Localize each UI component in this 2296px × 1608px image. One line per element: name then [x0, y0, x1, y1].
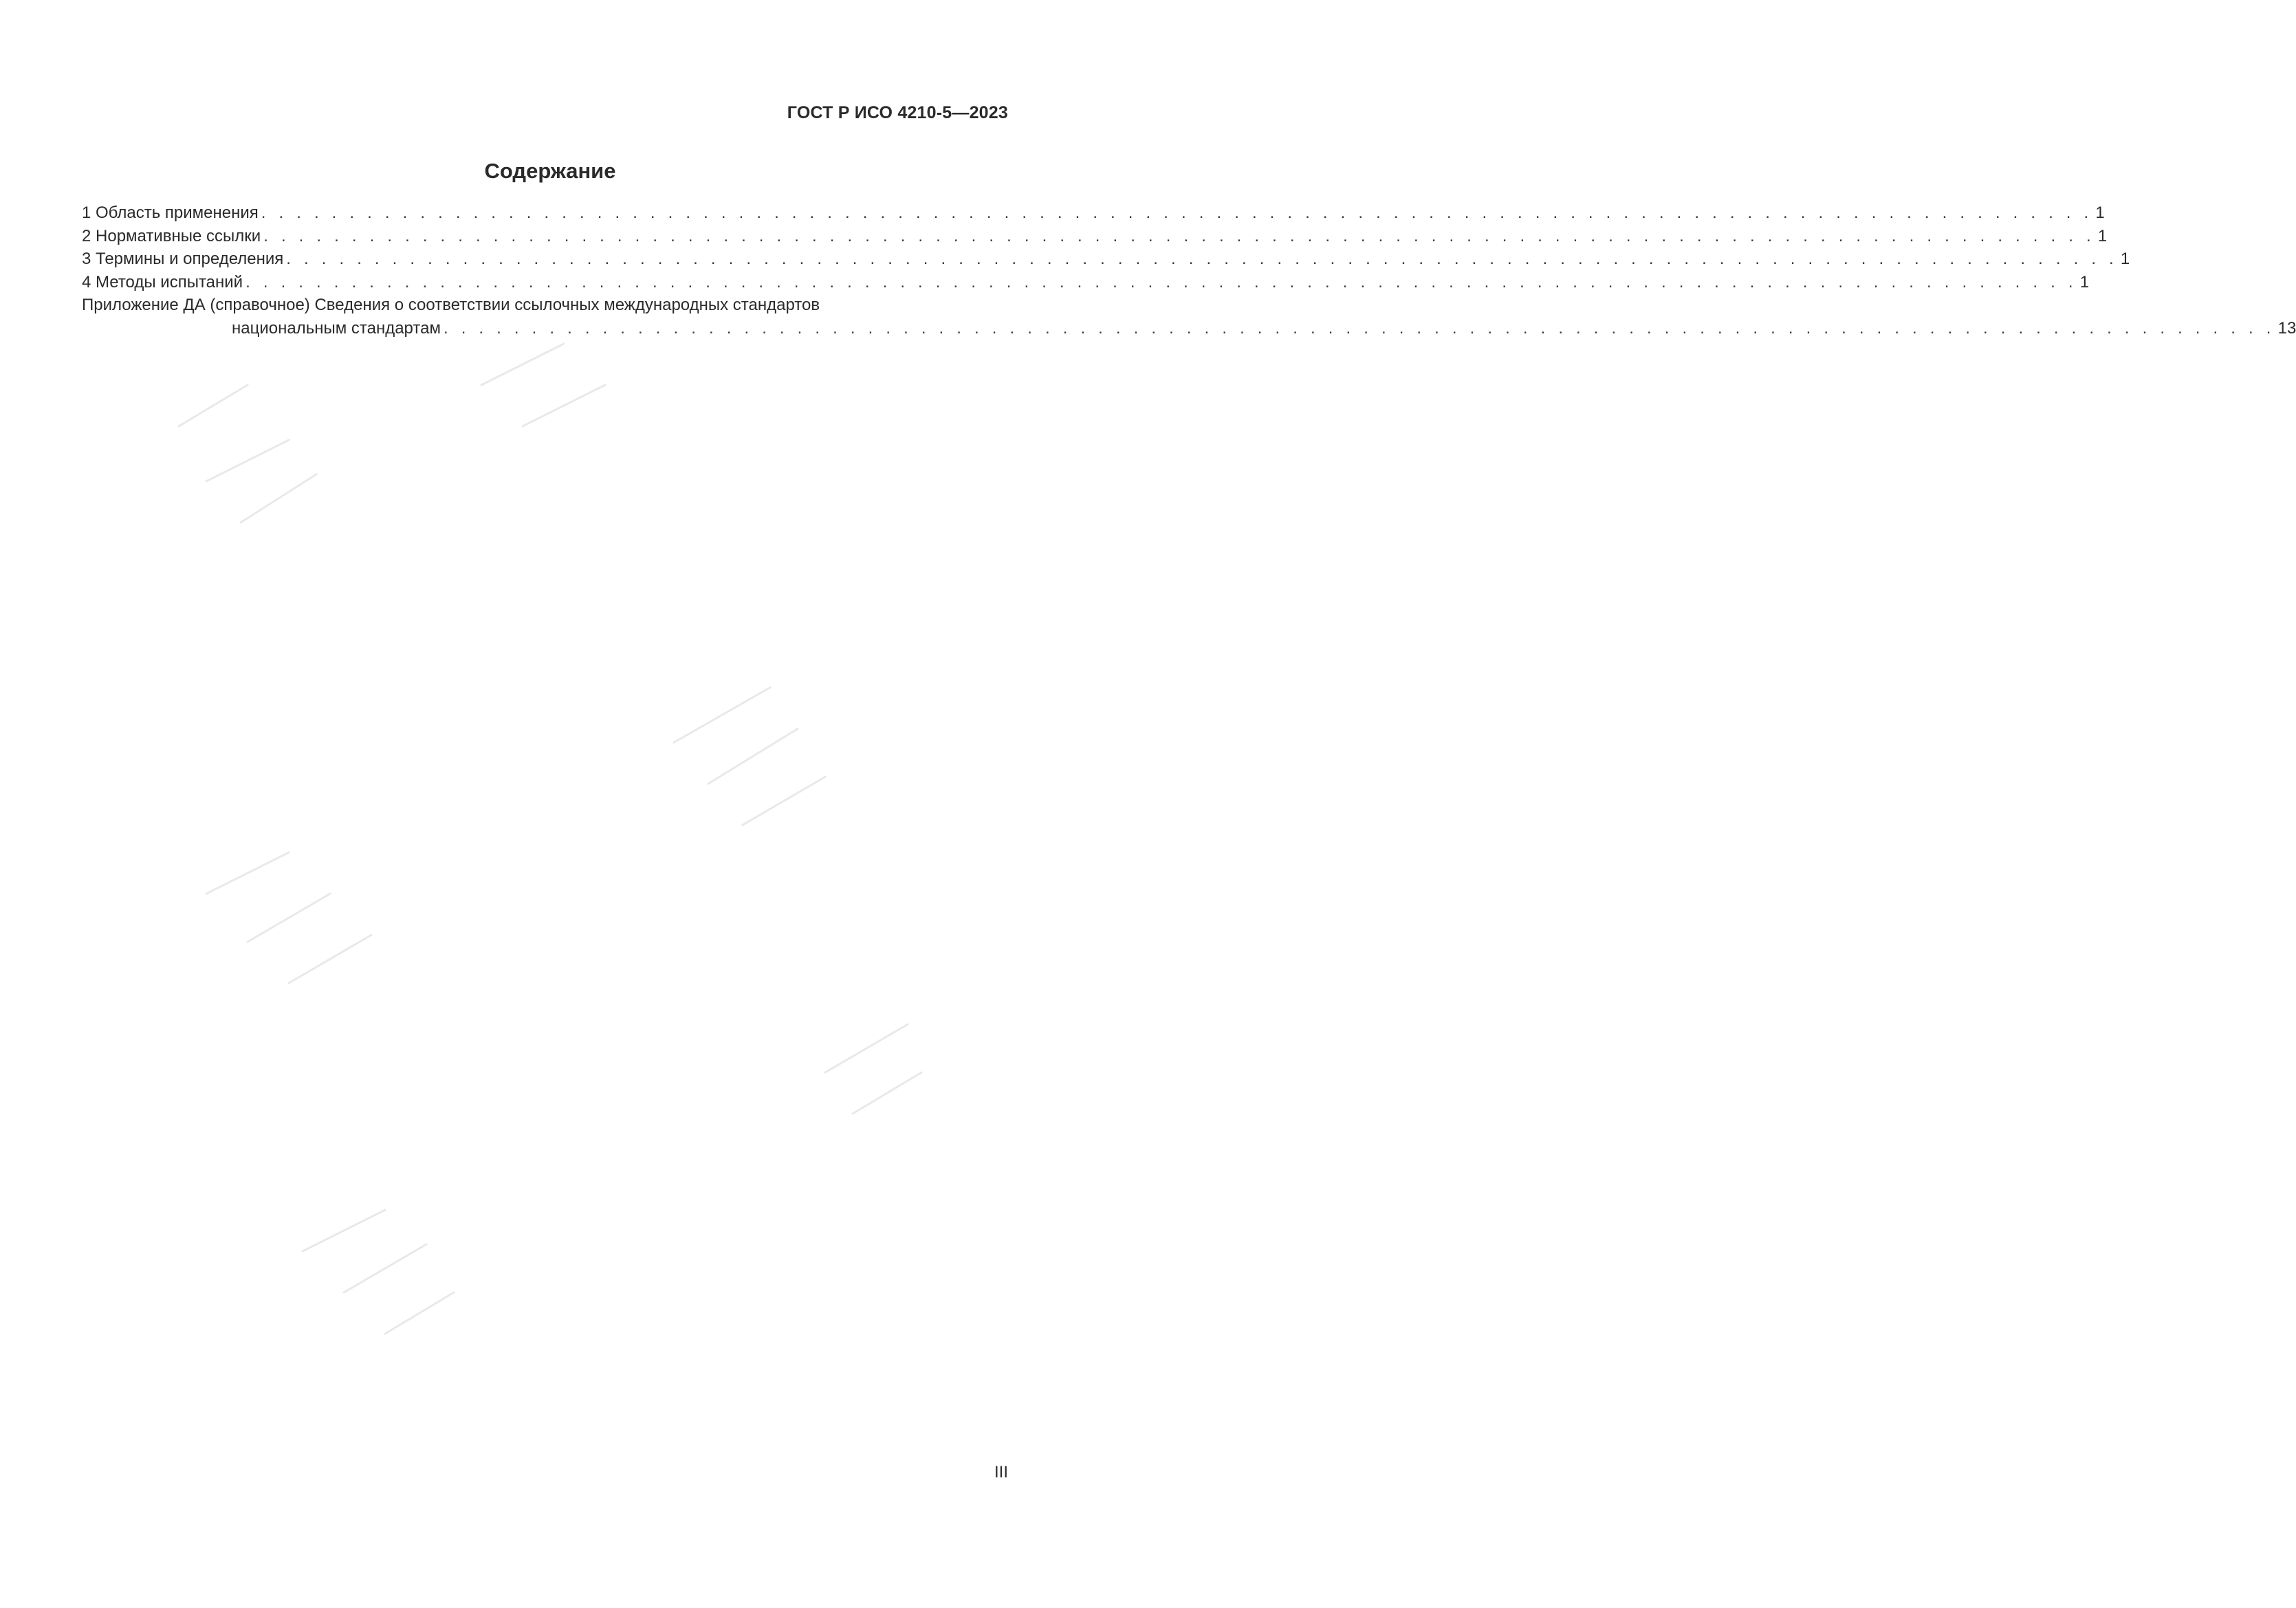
toc-leader-dots: . . . . . . . . . . . . . . . . . . . . . . . . . . . . . . . . . . . . . . . . . . . . . . . . . . . . . . . . . . . . . . . . . . . . . . . . . . . . . . . . . . . . . . . . . . . . . . . . . . . . . . . . — [286, 250, 2118, 268]
toc-appendix-page: 13 — [2277, 318, 2296, 338]
toc-title: Содержание — [484, 159, 616, 183]
toc-leader-dots: . . . . . . . . . . . . . . . . . . . . . . . . . . . . . . . . . . . . . . . . . . . . . . . . . . . . . . . . . . . . . . . . . . . . . . . . . . . . . . . . . . . . . . . . . . . . . . . . . . . . . . . . — [263, 226, 2095, 245]
table-of-contents — [82, 201, 2296, 340]
toc-entry[interactable] — [82, 225, 2108, 248]
toc-appendix-label: Приложение ДА (справочное) Сведения о соответствии ссылочных международных стандартов — [82, 296, 820, 314]
toc-entry-page: 1 — [2120, 250, 2130, 268]
document-code: ГОСТ Р ИСО 4210-5—2023 — [787, 103, 1008, 122]
toc-entry-page: 1 — [2097, 226, 2108, 245]
toc-appendix-label-cont: национальным стандартам — [232, 318, 441, 338]
toc-entry[interactable] — [82, 201, 2105, 225]
toc-leader-dots: . . . . . . . . . . . . . . . . . . . . . . . . . . . . . . . . . . . . . . . . . . . . . . . . . . . . . . . . . . . . . . . . . . . . . . . . . . . . . . . . . . . . . . . . . . . . . . . . . . . . . . . . — [261, 203, 2093, 222]
toc-leader-dots: . . . . . . . . . . . . . . . . . . . . . . . . . . . . . . . . . . . . . . . . . . . . . . . . . . . . . . . . . . . . . . . . . . . . . . . . . . . . . . . . . . . . . . . . . . . . . . . . . . . . . . . . — [245, 272, 2077, 291]
toc-entry-page: 1 — [2079, 272, 2090, 291]
toc-entry-label: 3 Термины и определения — [82, 250, 284, 268]
toc-leader-dots: . . . . . . . . . . . . . . . . . . . . . . . . . . . . . . . . . . . . . . . . . . . . . . . . . . . . . . . . . . . . . . . . . . . . . . . . . . . . . . . . . . . . . . . . . . . . . . . . . . . . . . . . — [443, 318, 2275, 338]
toc-entry-page: 1 — [2095, 203, 2105, 222]
toc-entry[interactable] — [82, 247, 2130, 271]
toc-appendix-heading[interactable] — [82, 294, 1008, 317]
toc-entry-label: 1 Область применения — [82, 203, 259, 222]
toc-appendix-continuation[interactable] — [82, 317, 2296, 340]
toc-entry-label: 2 Нормативные ссылки — [82, 226, 261, 245]
toc-entry-label: 4 Методы испытаний — [82, 272, 243, 291]
page-number: III — [994, 1463, 1008, 1482]
toc-entry[interactable] — [82, 271, 2090, 294]
